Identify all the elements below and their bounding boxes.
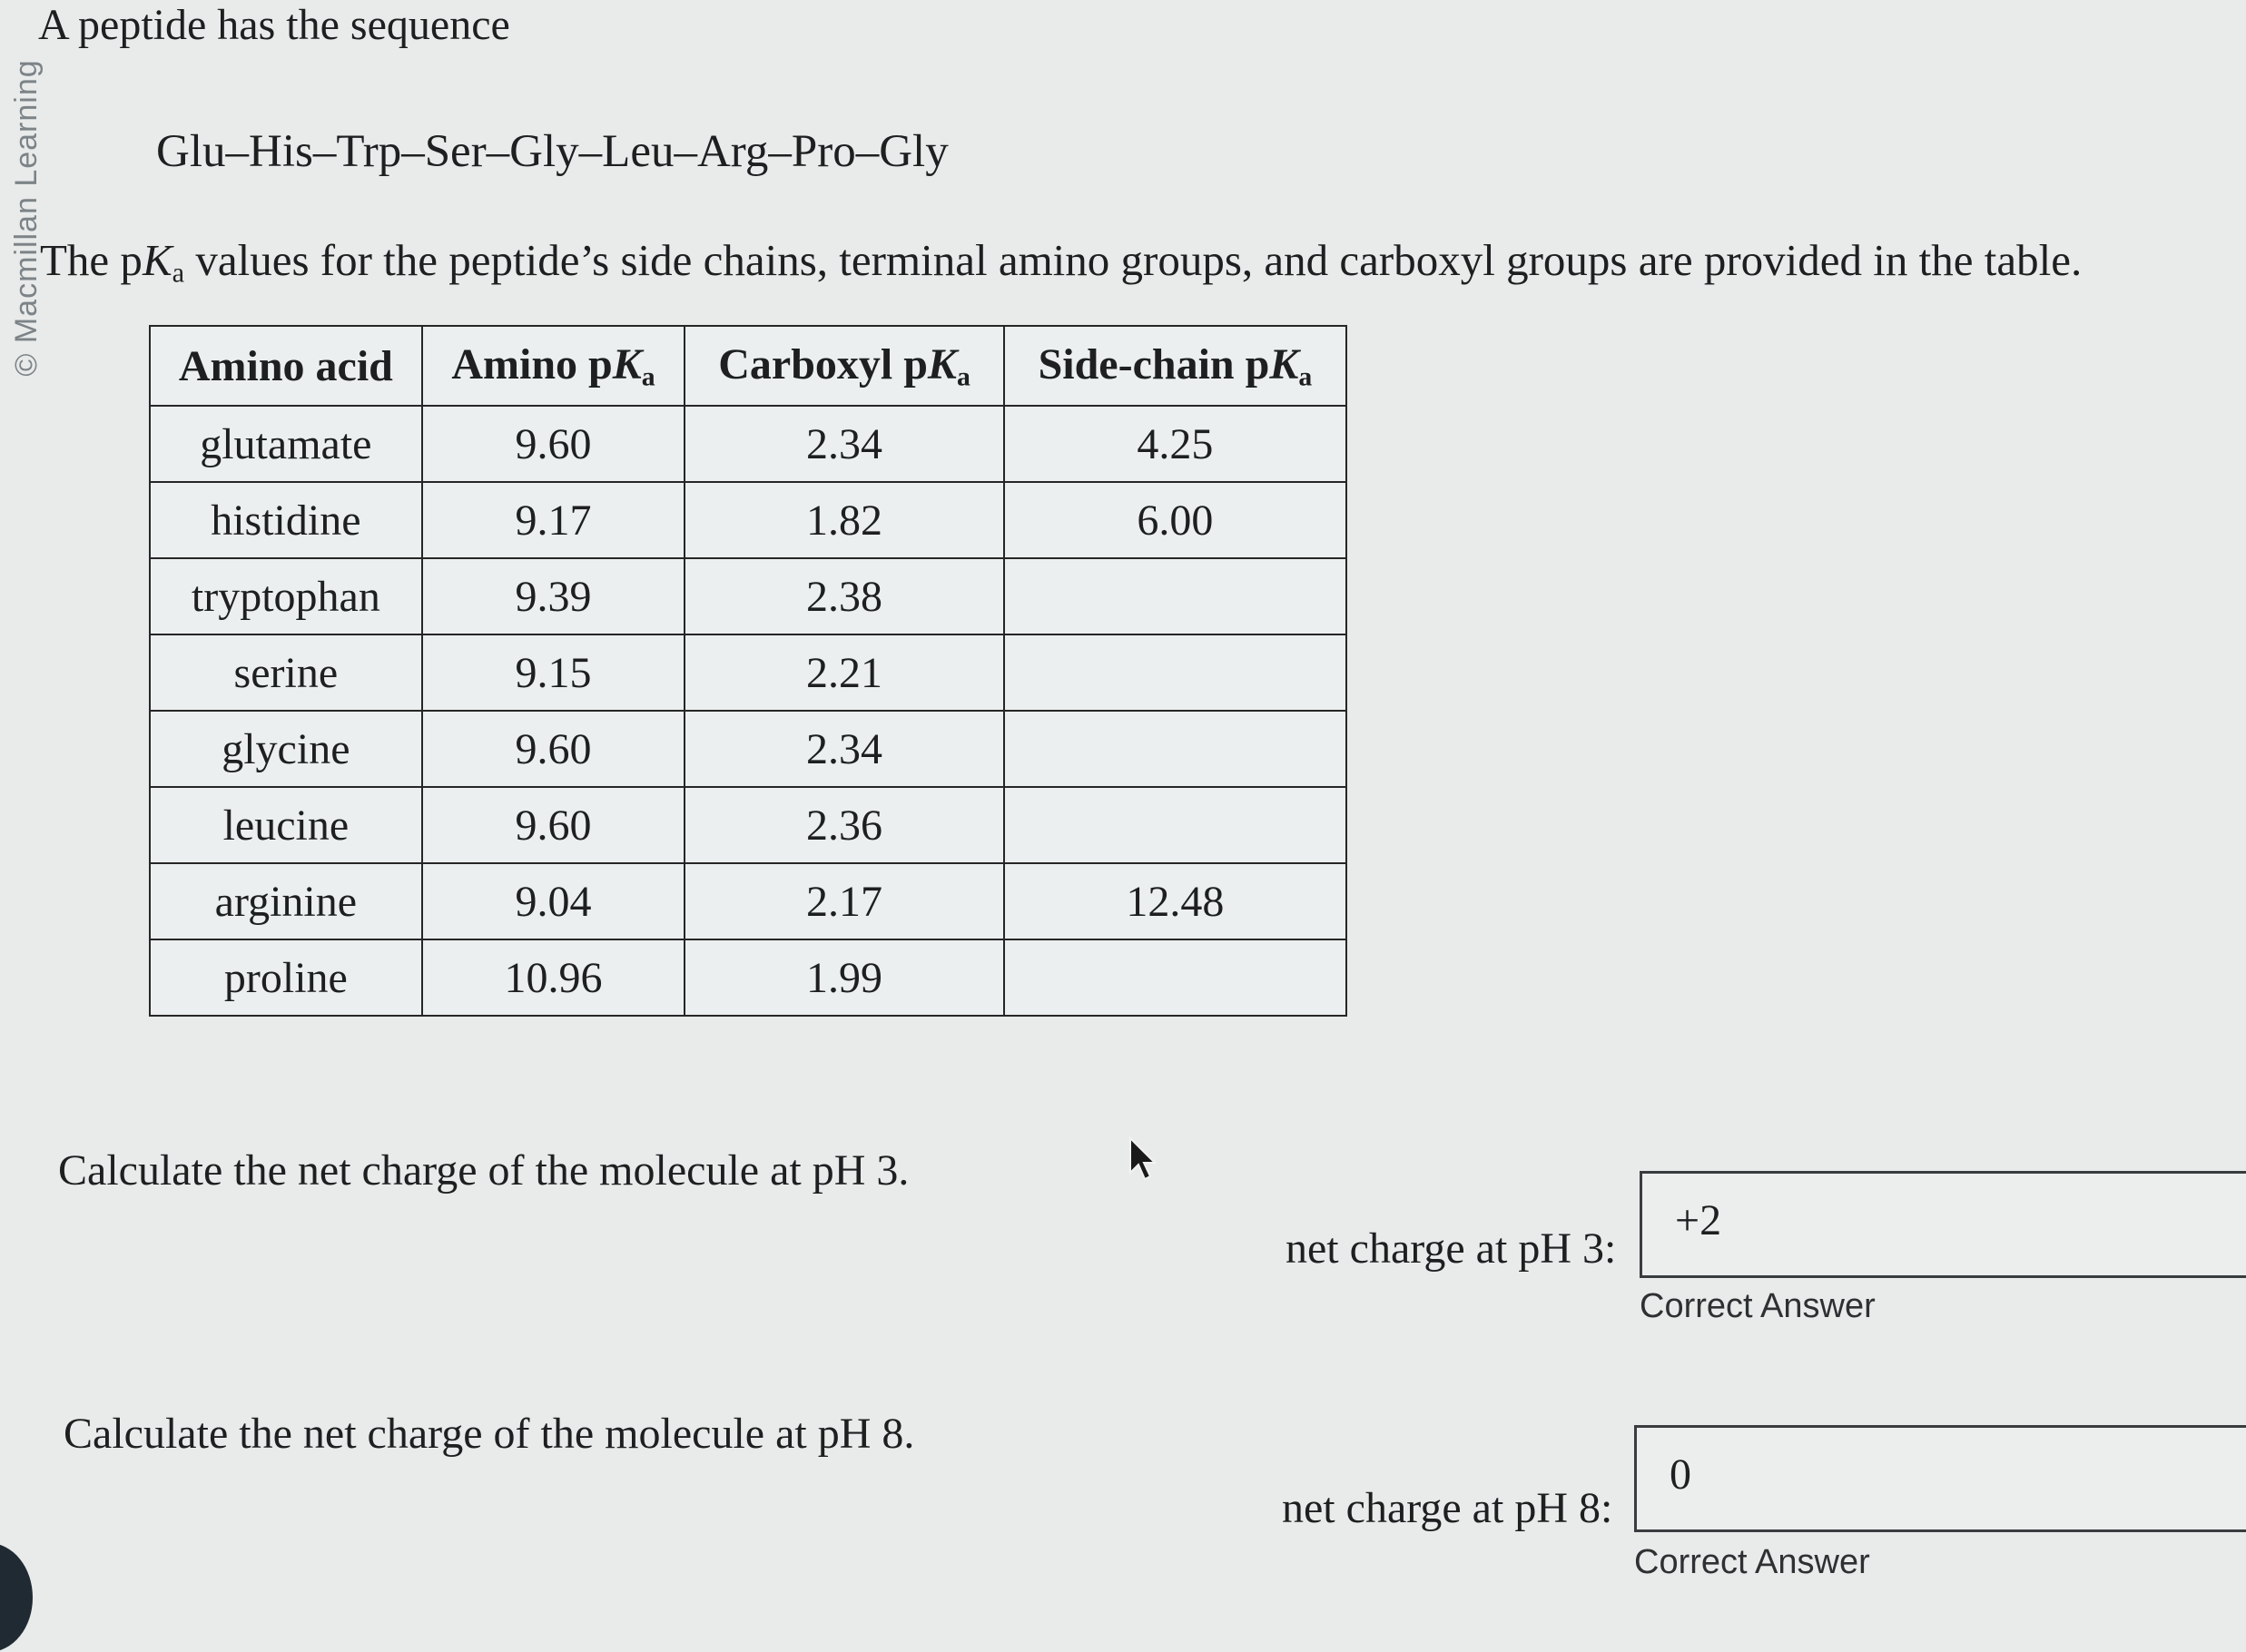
table-row xyxy=(150,939,1346,1016)
cell-sidechain-pka xyxy=(1004,787,1346,863)
cell-amino-pka: 9.15 xyxy=(422,634,685,711)
cell-amino-acid: proline xyxy=(150,939,422,1016)
cell-amino-acid: glutamate xyxy=(150,406,422,482)
table-row xyxy=(150,863,1346,939)
header-carboxyl-prefix: Carboxyl p xyxy=(718,339,928,388)
cell-amino-acid: glycine xyxy=(150,711,422,787)
question-ph3: Calculate the net charge of the molecule at pH 3. xyxy=(58,1146,910,1195)
question-ph8: Calculate the net charge of the molecule at pH 8. xyxy=(64,1410,915,1458)
answer-label-ph8: net charge at pH 8: xyxy=(1282,1484,1613,1532)
answer-value-ph3: +2 xyxy=(1675,1196,1722,1244)
cell-carboxyl-pka: 2.38 xyxy=(685,558,1004,634)
answer-input-ph8[interactable] xyxy=(1634,1425,2246,1532)
cell-amino-acid: leucine xyxy=(150,787,422,863)
cell-sidechain-pka xyxy=(1004,634,1346,711)
header-sub: a xyxy=(1298,361,1313,392)
feedback-ph8: Correct Answer xyxy=(1634,1543,1870,1581)
header-amino-pka xyxy=(422,326,685,406)
header-k: K xyxy=(927,339,957,388)
answer-input-ph3[interactable] xyxy=(1640,1171,2246,1278)
cell-sidechain-pka: 4.25 xyxy=(1004,406,1346,482)
cell-sidechain-pka: 6.00 xyxy=(1004,482,1346,558)
answer-value-ph8: 0 xyxy=(1670,1450,1691,1499)
table-row xyxy=(150,558,1346,634)
cell-sidechain-pka: 12.48 xyxy=(1004,863,1346,939)
header-amino-prefix: Amino p xyxy=(451,339,613,388)
header-sidechain-pka xyxy=(1004,326,1346,406)
cell-amino-pka: 9.60 xyxy=(422,406,685,482)
pka-description-before: The p xyxy=(40,235,143,285)
copyright-credit: © Macmillan Learning xyxy=(9,59,44,377)
cell-amino-acid: histidine xyxy=(150,482,422,558)
pka-description xyxy=(40,234,2082,290)
cell-sidechain-pka xyxy=(1004,558,1346,634)
table-row xyxy=(150,634,1346,711)
cell-amino-pka: 9.60 xyxy=(422,711,685,787)
table-row xyxy=(150,787,1346,863)
cell-amino-pka: 9.39 xyxy=(422,558,685,634)
header-k: K xyxy=(1269,339,1299,388)
peptide-sequence: Glu–His–Trp–Ser–Gly–Leu–Arg–Pro–Gly xyxy=(156,126,949,177)
header-amino-acid: Amino acid xyxy=(150,326,422,406)
pka-description-sub: a xyxy=(172,257,185,289)
header-carboxyl-pka xyxy=(685,326,1004,406)
cell-amino-pka: 9.60 xyxy=(422,787,685,863)
header-sub: a xyxy=(956,361,970,392)
cell-carboxyl-pka: 2.21 xyxy=(685,634,1004,711)
cell-amino-acid: arginine xyxy=(150,863,422,939)
pka-table xyxy=(149,325,1347,1017)
cell-amino-pka: 10.96 xyxy=(422,939,685,1016)
header-k: K xyxy=(612,339,642,388)
cell-carboxyl-pka: 2.34 xyxy=(685,711,1004,787)
answer-label-ph3: net charge at pH 3: xyxy=(1286,1224,1617,1273)
header-sidechain-prefix: Side-chain p xyxy=(1038,339,1270,388)
cell-amino-pka: 9.04 xyxy=(422,863,685,939)
pka-description-after: values for the peptide’s side chains, terminal amino groups, and carboxyl groups are provided in the table. xyxy=(184,235,2083,285)
cell-carboxyl-pka: 1.99 xyxy=(685,939,1004,1016)
cell-amino-acid: serine xyxy=(150,634,422,711)
mouse-pointer-icon xyxy=(1128,1136,1158,1182)
cell-sidechain-pka xyxy=(1004,711,1346,787)
table-header-row xyxy=(150,326,1346,406)
corner-widget-button[interactable] xyxy=(0,1543,33,1652)
header-sub: a xyxy=(641,361,655,392)
table-row xyxy=(150,711,1346,787)
table-row xyxy=(150,406,1346,482)
intro-text: A peptide has the sequence xyxy=(38,1,510,49)
cell-carboxyl-pka: 2.36 xyxy=(685,787,1004,863)
cell-sidechain-pka xyxy=(1004,939,1346,1016)
cell-amino-pka: 9.17 xyxy=(422,482,685,558)
cell-carboxyl-pka: 1.82 xyxy=(685,482,1004,558)
cell-amino-acid: tryptophan xyxy=(150,558,422,634)
cell-carboxyl-pka: 2.17 xyxy=(685,863,1004,939)
cell-carboxyl-pka: 2.34 xyxy=(685,406,1004,482)
pka-description-k: K xyxy=(142,235,172,285)
table-row xyxy=(150,482,1346,558)
feedback-ph3: Correct Answer xyxy=(1640,1287,1876,1325)
